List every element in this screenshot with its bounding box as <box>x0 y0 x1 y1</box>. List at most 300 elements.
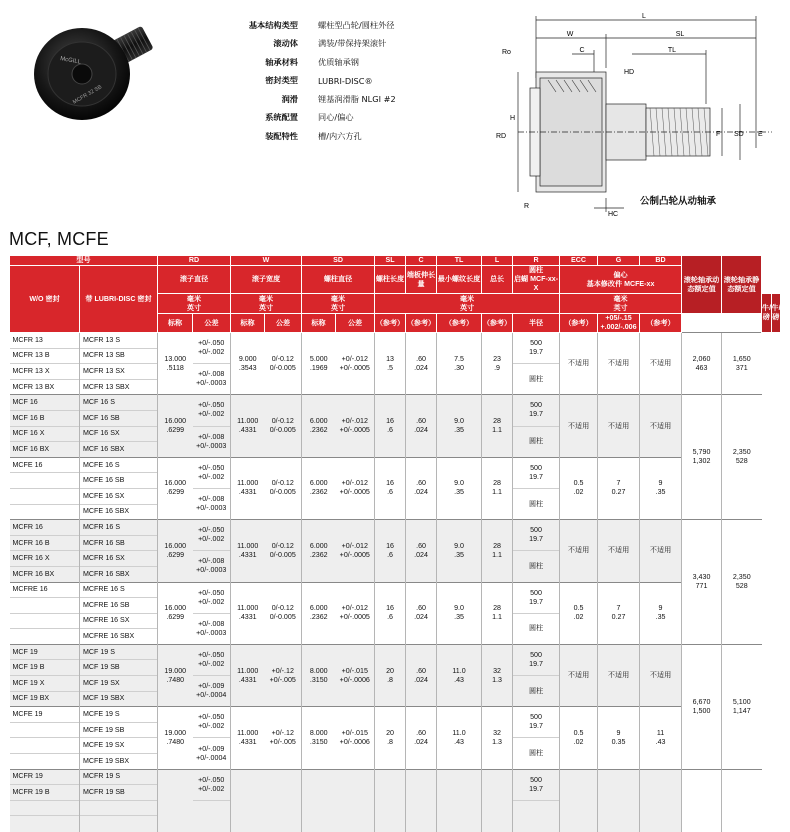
sd-tolerance-text: +0/-.0006 <box>339 675 370 684</box>
model-with-seal: MCF 19 S <box>80 644 158 660</box>
bd-text: 9 <box>658 604 663 613</box>
rd-nominal <box>158 769 193 831</box>
sd-tolerance <box>336 644 375 706</box>
rd-nominal <box>158 520 193 582</box>
th-total-len: 总长 <box>482 266 513 294</box>
sl-value-text: .6 <box>387 488 393 497</box>
th-mm-in <box>302 294 375 314</box>
model-wo-seal <box>10 754 80 770</box>
spec-value: 满装/带保持架滚针 <box>318 38 387 49</box>
r-value <box>513 457 560 488</box>
c-value-text: .024 <box>414 550 428 559</box>
model-with-seal: MCFR 16 S <box>80 520 158 536</box>
th-nominal: 标称 <box>302 314 336 333</box>
rd-value: .6299 <box>166 550 185 559</box>
w-nominal-text: 11.000 <box>237 417 259 426</box>
spec-list <box>200 16 500 146</box>
th-ref: （参考） <box>482 314 513 333</box>
sd-tolerance-text: +0/-.0005 <box>339 550 370 559</box>
dynamic-rating <box>682 520 722 645</box>
tl-value-text: 11.0 <box>452 666 466 675</box>
r-value <box>513 395 560 426</box>
rd-nominal <box>158 333 193 395</box>
sd-nominal-text: .3150 <box>309 675 328 684</box>
spec-value: LUBRI-DISC® <box>318 75 373 86</box>
l-value-text: 28 <box>493 479 501 488</box>
r-crown: 圆柱 <box>513 488 560 519</box>
tl-value-text: 11.0 <box>452 728 466 737</box>
bd-value <box>640 707 682 769</box>
sl-value <box>375 395 406 457</box>
model-wo-seal: MCFR 16 BX <box>10 566 80 582</box>
model-with-seal: MCFR 16 SB <box>80 535 158 551</box>
tl-value <box>437 707 482 769</box>
c-value-text: .024 <box>414 488 428 497</box>
static-rating-text: 1,147 <box>732 706 751 715</box>
sd-nominal <box>302 457 336 519</box>
dim-label-tl: TL <box>667 47 677 54</box>
w-nominal-text: 11.000 <box>237 479 259 488</box>
r-crown: 圆柱 <box>513 426 560 457</box>
rd-value: .6299 <box>166 613 185 622</box>
rd-tolerance <box>193 613 231 644</box>
model-with-seal: MCFE 16 SBX <box>80 504 158 520</box>
r-text: 19.7 <box>529 597 543 606</box>
w-tolerance <box>265 707 302 769</box>
rd-tol-value: +0/-.002 <box>198 659 225 668</box>
top-section <box>0 0 790 225</box>
th-ecc-sub: 基本修改件 MCFE-xx <box>586 279 655 288</box>
c-value <box>406 520 437 582</box>
r-text: 500 <box>530 650 542 659</box>
bd-text: 不适用 <box>649 671 672 680</box>
rd-tol-value: +0/-.050 <box>198 401 225 410</box>
sd-nominal <box>302 333 336 395</box>
sd-nominal-text: .2362 <box>309 488 328 497</box>
rd-value: .6299 <box>166 426 185 435</box>
model-with-seal: MCFE 19 SB <box>80 722 158 738</box>
w-tolerance <box>265 457 302 519</box>
g-value <box>598 333 640 395</box>
th-ref: （参考） <box>437 314 482 333</box>
ecc-text: 0.5 <box>573 604 584 613</box>
g-text: 0.27 <box>611 488 626 497</box>
sl-value-text: .8 <box>387 675 393 684</box>
th-w: W <box>231 256 302 266</box>
dim-label-r: R <box>524 203 530 210</box>
sl-value-text: 20 <box>386 728 394 737</box>
l-value-text: 28 <box>493 541 501 550</box>
w-tolerance-text: +0/-.12 <box>271 728 294 737</box>
dynamic-rating-text: 771 <box>695 582 708 590</box>
table-row <box>10 644 781 660</box>
bd-value <box>640 457 682 519</box>
rd-value: .6299 <box>166 488 185 497</box>
rd-tol-value: +0/-.002 <box>198 410 225 419</box>
static-rating-text: 2,350 <box>732 573 751 581</box>
th-ecc-group <box>560 266 682 294</box>
sd-nominal-text: .2362 <box>309 550 328 559</box>
ecc-text: .02 <box>573 737 584 746</box>
model-with-seal: MCF 16 SX <box>80 426 158 442</box>
sd-tolerance-text: +0/-.012 <box>341 541 368 550</box>
model-wo-seal: MCFR 16 X <box>10 551 80 567</box>
static-rating-text: 2,350 <box>732 448 751 457</box>
ecc-value <box>560 707 598 769</box>
dim-label-ro: Ro <box>502 49 511 56</box>
spec-label: 轴承材料 <box>265 56 298 67</box>
table-body <box>10 333 781 832</box>
sd-tolerance-text: +0/-.012 <box>341 354 368 363</box>
g-value <box>598 707 640 769</box>
ecc-value <box>560 644 598 706</box>
spec-label: 系统配置 <box>265 112 298 123</box>
c-value <box>406 582 437 644</box>
spec-table <box>9 255 781 832</box>
dynamic-rating <box>682 644 722 769</box>
model-wo-seal: MCFR 16 B <box>10 535 80 551</box>
bd-text: .35 <box>655 488 666 497</box>
ecc-text: .02 <box>573 488 584 497</box>
w-tolerance-text: 0/-0.12 <box>271 541 294 550</box>
rd-tol-value: +0/-.0004 <box>196 691 227 700</box>
sl-value <box>375 644 406 706</box>
sl-value <box>375 769 406 831</box>
th-sl: SL <box>375 256 406 266</box>
dim-label-f: F <box>716 131 721 138</box>
model-wo-seal: MCF 19 X <box>10 676 80 692</box>
tl-value <box>437 457 482 519</box>
model-with-seal: MCF 16 S <box>80 395 158 411</box>
th-mm-in <box>560 294 682 314</box>
sl-value-text: .5 <box>387 363 393 372</box>
g-value <box>598 582 640 644</box>
rd-tol-value: +0/-.0003 <box>196 504 227 513</box>
th-mm-in <box>158 294 231 314</box>
rd-tolerance <box>193 426 231 457</box>
bd-value <box>640 395 682 457</box>
bd-value <box>640 333 682 395</box>
rd-value: .5118 <box>166 363 184 372</box>
spec-value: 同心/偏心 <box>318 112 354 123</box>
w-nominal-text: 11.000 <box>237 541 259 550</box>
model-wo-seal: MCFE 19 <box>10 707 80 723</box>
w-tolerance-text: +0/-.12 <box>271 666 294 675</box>
bd-text: .43 <box>655 737 666 746</box>
dynamic-rating-text: 1,302 <box>692 457 711 466</box>
ecc-text: 0.5 <box>573 728 584 737</box>
table-row <box>10 520 781 536</box>
w-nominal-text: .3543 <box>238 363 257 372</box>
w-nominal-text: .4331 <box>238 675 257 684</box>
static-rating-text: 528 <box>735 582 748 590</box>
drawing-caption: 公制凸轮从动轴承 <box>640 196 717 207</box>
rd-value: 16.000 <box>164 417 187 426</box>
dim-label-l: L <box>642 13 646 20</box>
static-rating <box>722 644 762 769</box>
bd-value <box>640 769 682 831</box>
w-nominal <box>231 520 265 582</box>
th-min-thread: 最小螺纹长度 <box>437 266 482 294</box>
model-with-seal: MCF 19 SBX <box>80 691 158 707</box>
th-in: 英寸 <box>330 303 346 312</box>
w-tolerance <box>265 769 302 831</box>
l-value <box>482 457 513 519</box>
rd-tol-value: +0/-.0003 <box>196 566 227 575</box>
static-rating-text: 5,100 <box>732 697 751 706</box>
w-nominal-text: 11.000 <box>237 604 259 613</box>
model-wo-seal <box>10 722 80 738</box>
spec-row <box>200 127 500 146</box>
c-value-text: .60 <box>416 479 426 488</box>
ecc-text: 不适用 <box>567 671 590 680</box>
l-value-text: .9 <box>494 363 500 372</box>
rd-tol-value: +0/-.050 <box>198 775 225 784</box>
th-in: 英寸 <box>613 303 628 312</box>
th-g: G <box>598 256 640 266</box>
g-text: 9 <box>616 728 621 737</box>
bd-value <box>640 520 682 582</box>
model-with-seal: MCFR 13 SBX <box>80 379 158 395</box>
sd-tolerance <box>336 457 375 519</box>
sl-value-text: .6 <box>387 613 393 622</box>
w-nominal-text: 11.000 <box>237 666 259 675</box>
r-value <box>513 520 560 551</box>
th-with-seal: 带 LUBRI-DISC 密封 <box>80 266 158 333</box>
model-wo-seal <box>10 800 80 816</box>
rd-value: .7480 <box>166 675 185 684</box>
th-roller-width: 滚子宽度 <box>231 266 302 294</box>
sd-tolerance-text: +0/-.015 <box>341 666 368 675</box>
ecc-value <box>560 457 598 519</box>
c-value <box>406 457 437 519</box>
rd-tol-value: +0/-.002 <box>198 348 225 357</box>
l-value-text: 1.3 <box>492 737 502 746</box>
model-wo-seal: MCFR 13 <box>10 333 80 349</box>
th-tol: 公差 <box>265 314 302 333</box>
bd-text: 不适用 <box>649 421 672 430</box>
th-unit: 牛/磅 <box>762 294 771 333</box>
dim-label-h: H <box>510 115 516 122</box>
model-wo-seal: MCF 16 B <box>10 410 80 426</box>
rd-value: .7480 <box>166 737 185 746</box>
r-crown <box>513 800 560 831</box>
c-value-text: .024 <box>414 426 428 435</box>
r-text: 500 <box>530 401 542 410</box>
th-ref: （参考） <box>375 314 406 333</box>
r-value <box>513 333 560 364</box>
rd-tolerance <box>193 551 231 582</box>
g-value <box>598 395 640 457</box>
th-in: 英寸 <box>186 303 202 312</box>
ecc-text: 不适用 <box>567 421 590 430</box>
sd-nominal-text: 8.000 <box>309 666 328 675</box>
l-value-text: 32 <box>493 728 501 737</box>
sd-nominal-text: .3150 <box>309 737 328 746</box>
l-value <box>482 520 513 582</box>
r-text: 19.7 <box>529 784 543 793</box>
sd-nominal <box>302 644 336 706</box>
c-value-text: .60 <box>416 666 426 675</box>
rd-tol-value: +0/-.008 <box>198 432 225 441</box>
model-wo-seal: MCF 16 BX <box>10 442 80 458</box>
w-nominal <box>231 457 265 519</box>
th-crown-sub: 启蝴 MCF-xx-X <box>513 275 559 292</box>
l-value <box>482 582 513 644</box>
sd-nominal <box>302 582 336 644</box>
bd-text: .35 <box>655 613 666 622</box>
tl-value-text: 9.0 <box>454 479 464 488</box>
r-text: 19.7 <box>529 659 543 668</box>
th-bd: BD <box>640 256 682 266</box>
dynamic-rating <box>682 769 722 831</box>
sl-value-text: 13 <box>386 354 394 363</box>
g-text: 0.35 <box>611 737 626 746</box>
model-with-seal: MCFR 19 SB <box>80 785 158 801</box>
sl-value <box>375 333 406 395</box>
w-nominal <box>231 395 265 457</box>
bd-value <box>640 644 682 706</box>
sd-tolerance-text: +0/-.012 <box>341 479 368 488</box>
rd-tolerance <box>193 707 231 738</box>
table-row <box>10 707 781 723</box>
th-ref: （参考） <box>406 314 437 333</box>
rd-tol-value: +0/-.050 <box>198 526 225 535</box>
tl-value <box>437 395 482 457</box>
w-nominal <box>231 644 265 706</box>
model-wo-seal: MCFE 16 <box>10 457 80 473</box>
dim-label-e: E <box>758 131 763 138</box>
sd-nominal <box>302 769 336 831</box>
rd-value: 16.000 <box>164 541 187 550</box>
th-ref: （参考） <box>640 314 682 333</box>
tl-value-text: 9.0 <box>454 541 464 550</box>
model-wo-seal <box>10 816 80 832</box>
sl-value-text: .8 <box>387 737 393 746</box>
th-roller-dia: 滚子直径 <box>158 266 231 294</box>
c-value-text: .60 <box>416 541 426 550</box>
l-value <box>482 644 513 706</box>
c-value <box>406 769 437 831</box>
w-tolerance <box>265 582 302 644</box>
g-value <box>598 769 640 831</box>
th-ref: （参考） <box>560 314 598 333</box>
sd-tolerance-text: +0/-.0006 <box>339 737 370 746</box>
rd-tolerance <box>193 333 231 364</box>
rd-value: 16.000 <box>164 479 187 488</box>
dim-label-sd: SD <box>734 131 744 138</box>
w-tolerance <box>265 520 302 582</box>
w-tolerance-text: 0/-0.005 <box>269 363 296 372</box>
rd-value: 16.000 <box>164 604 187 613</box>
rd-tol-value: +0/-.050 <box>198 339 225 348</box>
tl-value-text: .43 <box>454 737 464 746</box>
g-value <box>598 457 640 519</box>
l-value <box>482 395 513 457</box>
rd-tol-value: +0/-.0004 <box>196 753 227 762</box>
spec-row <box>200 35 500 54</box>
w-tolerance-text: 0/-0.005 <box>269 550 296 559</box>
r-crown: 圆柱 <box>513 551 560 582</box>
sd-tolerance-text: +0/-.0005 <box>339 426 370 435</box>
model-wo-seal: MCF 19 B <box>10 660 80 676</box>
w-nominal-text: .4331 <box>238 426 257 435</box>
rd-tolerance <box>193 520 231 551</box>
w-tolerance <box>265 333 302 395</box>
th-tol: 公差 <box>193 314 231 333</box>
model-with-seal: MCF 19 SB <box>80 660 158 676</box>
rd-tol-value: +0/-.008 <box>198 370 225 379</box>
model-with-seal: MCF 16 SBX <box>80 442 158 458</box>
rd-value: 19.000 <box>164 666 187 675</box>
w-nominal <box>231 769 265 831</box>
l-value-text: 23 <box>493 354 501 363</box>
w-tolerance-text: 0/-0.12 <box>271 604 294 613</box>
r-crown: 圆柱 <box>513 613 560 644</box>
model-wo-seal <box>10 598 80 614</box>
dim-label-c: C <box>579 47 585 54</box>
tl-value-text: 7.5 <box>454 354 464 363</box>
w-tolerance-text: 0/-0.12 <box>271 417 294 426</box>
w-nominal-text: 11.000 <box>237 728 259 737</box>
c-value <box>406 333 437 395</box>
c-value-text: .60 <box>416 417 426 426</box>
model-wo-seal <box>10 629 80 645</box>
sl-value <box>375 582 406 644</box>
spec-table-wrap <box>9 255 781 832</box>
r-text: 500 <box>530 463 542 472</box>
rd-value: 13.000 <box>164 354 187 363</box>
ecc-text: 不适用 <box>567 546 590 555</box>
w-nominal <box>231 582 265 644</box>
r-text: 500 <box>530 526 542 535</box>
th-mm: 毫米 <box>258 294 274 303</box>
sd-nominal-text: 6.000 <box>309 479 328 488</box>
th-mm: 毫米 <box>459 294 475 303</box>
sl-value-text: 16 <box>386 479 394 488</box>
photo-brand-text: McGILL <box>59 56 82 66</box>
l-value-text: 1.1 <box>492 426 502 435</box>
tl-value <box>437 520 482 582</box>
r-text: 500 <box>530 339 542 348</box>
model-with-seal: MCFRE 16 SB <box>80 598 158 614</box>
sl-value <box>375 707 406 769</box>
c-value-text: .024 <box>414 363 428 372</box>
sl-value-text: 16 <box>386 541 394 550</box>
model-with-seal: MCF 19 SX <box>80 676 158 692</box>
sd-tolerance-text: +0/-.0005 <box>339 613 370 622</box>
r-value <box>513 769 560 800</box>
rd-tol-value: +0/-.0003 <box>196 628 227 637</box>
model-with-seal: MCFE 16 S <box>80 457 158 473</box>
th-l: L <box>482 256 513 266</box>
static-rating-text: 528 <box>735 457 748 466</box>
model-with-seal: MCFE 16 SB <box>80 473 158 489</box>
th-dynamic-rating: 滚轮轴承动态额定值 <box>682 256 722 314</box>
tl-value <box>437 769 482 831</box>
th-tol: 公差 <box>336 314 375 333</box>
model-wo-seal: MCFR 13 BX <box>10 379 80 395</box>
c-value <box>406 707 437 769</box>
rd-tol-value: +0/-.050 <box>198 650 225 659</box>
sd-tolerance-text: +0/-.015 <box>341 728 368 737</box>
rd-tol-value: +0/-.050 <box>198 463 225 472</box>
model-with-seal <box>80 800 158 816</box>
rd-tolerance <box>193 582 231 613</box>
th-flange-ext: 端板伸长量 <box>406 266 437 294</box>
th-static-rating: 滚轮轴承静态额定值 <box>722 256 762 314</box>
model-with-seal: MCFR 13 S <box>80 333 158 349</box>
